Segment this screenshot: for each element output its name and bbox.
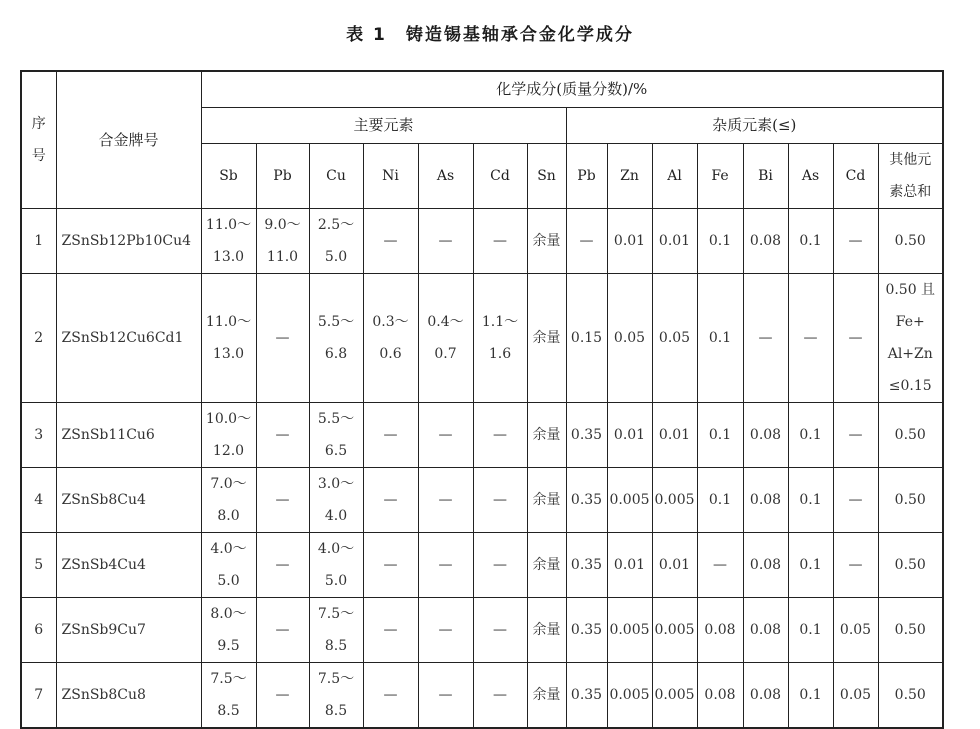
cell-cu	[309, 273, 363, 402]
cell-imp-pb: 0.15	[566, 273, 607, 402]
cell-imp-bi: —	[743, 273, 788, 402]
cell-imp-al: 0.01	[652, 532, 697, 597]
header-composition: 化学成分(质量分数)/%	[201, 71, 943, 107]
cell-cu-max: 5.0	[324, 248, 348, 265]
cell-imp-zn: 0.01	[607, 532, 652, 597]
cell-imp-al: 0.005	[652, 597, 697, 662]
cell-sn: 余量	[527, 208, 566, 273]
cell-ni	[363, 273, 418, 402]
cell-as: —	[418, 208, 473, 273]
header-grade: 合金牌号	[56, 71, 201, 208]
cell-imp-bi: 0.08	[743, 662, 788, 728]
table-row	[21, 402, 943, 467]
col-main-pb: Pb	[256, 143, 309, 208]
cell-imp-zn: 0.005	[607, 597, 652, 662]
cell-imp-fe: —	[697, 532, 743, 597]
cell-imp-other: 0.50	[878, 467, 943, 532]
cell-sb-max: 8.5	[217, 702, 240, 719]
cell-imp-pb: —	[566, 208, 607, 273]
cell-cu	[309, 467, 363, 532]
cell-cd	[473, 273, 527, 402]
cell-cu	[309, 662, 363, 728]
cell-imp-zn: 0.01	[607, 402, 652, 467]
cell-imp-pb: 0.35	[566, 402, 607, 467]
cell-imp-al: 0.005	[652, 662, 697, 728]
cell-cu-min: 7.5～	[317, 670, 355, 687]
cell-cu-min: 7.5～	[317, 605, 355, 622]
cell-sb	[201, 273, 256, 402]
cell-imp-cd: —	[833, 273, 878, 402]
cell-imp-as: 0.1	[788, 662, 833, 728]
cell-imp-zn: 0.01	[607, 208, 652, 273]
cell-pb-max: 11.0	[266, 248, 299, 265]
cell-cd-min: 1.1～	[481, 313, 519, 330]
cell-ni: —	[363, 208, 418, 273]
cell-sb	[201, 662, 256, 728]
cell-imp-fe: 0.1	[697, 467, 743, 532]
cell-imp-bi: 0.08	[743, 467, 788, 532]
cell-imp-cd: —	[833, 467, 878, 532]
cell-cd: —	[473, 467, 527, 532]
col-imp-other-line2: 素总和	[889, 183, 932, 200]
cell-grade: ZSnSb9Cu7	[56, 597, 201, 662]
cell-cu	[309, 402, 363, 467]
col-imp-bi: Bi	[743, 143, 788, 208]
cell-as: —	[418, 597, 473, 662]
cell-sb	[201, 532, 256, 597]
col-imp-cd: Cd	[833, 143, 878, 208]
cell-ni: —	[363, 467, 418, 532]
cell-ni-max: 0.6	[379, 345, 402, 362]
cell-seq: 3	[21, 402, 56, 467]
cell-as: —	[418, 467, 473, 532]
table-row	[21, 532, 943, 597]
cell-cd-max: 1.6	[488, 345, 512, 362]
cell-imp-other-line2: Fe+	[895, 313, 925, 330]
cell-pb: —	[256, 662, 309, 728]
cell-imp-zn: 0.005	[607, 662, 652, 728]
cell-sb	[201, 402, 256, 467]
header-seq-line2: 号	[31, 147, 46, 164]
cell-imp-pb: 0.35	[566, 597, 607, 662]
cell-imp-zn: 0.005	[607, 467, 652, 532]
cell-cu-max: 8.5	[324, 637, 348, 654]
cell-grade: ZSnSb12Cu6Cd1	[56, 273, 201, 402]
table-row	[21, 597, 943, 662]
cell-grade: ZSnSb8Cu8	[56, 662, 201, 728]
cell-sb-min: 4.0～	[210, 540, 247, 557]
cell-imp-al: 0.005	[652, 467, 697, 532]
cell-imp-as: 0.1	[788, 532, 833, 597]
cell-pb: —	[256, 597, 309, 662]
cell-sb-min: 7.5～	[210, 670, 247, 687]
cell-as: —	[418, 402, 473, 467]
cell-cd: —	[473, 208, 527, 273]
col-imp-zn: Zn	[607, 143, 652, 208]
cell-imp-fe: 0.08	[697, 597, 743, 662]
table-title: 表 1 铸造锡基轴承合金化学成分	[346, 25, 634, 45]
cell-cu-max: 5.0	[324, 572, 348, 589]
cell-imp-other-line3: Al+Zn	[887, 345, 933, 362]
cell-as: —	[418, 532, 473, 597]
cell-imp-cd: 0.05	[833, 662, 878, 728]
cell-pb: —	[256, 273, 309, 402]
cell-imp-fe: 0.1	[697, 402, 743, 467]
cell-imp-as: 0.1	[788, 467, 833, 532]
cell-imp-bi: 0.08	[743, 402, 788, 467]
cell-imp-other: 0.50	[878, 532, 943, 597]
col-imp-other	[878, 143, 943, 208]
cell-sn: 余量	[527, 532, 566, 597]
header-seq-line1: 序	[31, 115, 46, 132]
cell-cu-min: 5.5～	[317, 410, 355, 427]
cell-cu-min: 5.5～	[317, 313, 355, 330]
cell-seq: 5	[21, 532, 56, 597]
cell-seq: 7	[21, 662, 56, 728]
cell-sb	[201, 597, 256, 662]
cell-imp-other	[878, 273, 943, 402]
cell-sb-min: 7.0～	[210, 475, 247, 492]
cell-imp-other-line4: ≤0.15	[888, 377, 932, 394]
cell-sb-min: 10.0～	[205, 410, 252, 427]
cell-ni: —	[363, 532, 418, 597]
cell-imp-other: 0.50	[878, 597, 943, 662]
cell-imp-al: 0.01	[652, 208, 697, 273]
cell-cu	[309, 597, 363, 662]
table-row	[21, 467, 943, 532]
cell-cu-min: 3.0～	[317, 475, 355, 492]
col-imp-al: Al	[652, 143, 697, 208]
cell-cd: —	[473, 532, 527, 597]
cell-ni: —	[363, 662, 418, 728]
cell-cu-min: 4.0～	[317, 540, 355, 557]
cell-seq: 1	[21, 208, 56, 273]
cell-imp-as: —	[788, 273, 833, 402]
col-main-sn: Sn	[527, 143, 566, 208]
cell-sb-max: 5.0	[217, 572, 240, 589]
col-main-ni: Ni	[363, 143, 418, 208]
cell-imp-other: 0.50	[878, 402, 943, 467]
cell-imp-cd: —	[833, 532, 878, 597]
cell-cu-min: 2.5～	[317, 216, 355, 233]
composition-table	[20, 70, 944, 729]
cell-cu-max: 4.0	[324, 507, 348, 524]
col-imp-pb: Pb	[566, 143, 607, 208]
cell-imp-as: 0.1	[788, 402, 833, 467]
cell-imp-bi: 0.08	[743, 208, 788, 273]
cell-sn: 余量	[527, 467, 566, 532]
col-main-as: As	[418, 143, 473, 208]
cell-imp-fe: 0.1	[697, 208, 743, 273]
cell-sb-max: 8.0	[217, 507, 240, 524]
cell-cu	[309, 532, 363, 597]
cell-grade: ZSnSb4Cu4	[56, 532, 201, 597]
header-impurities: 杂质元素(≤)	[566, 107, 943, 143]
cell-sn: 余量	[527, 273, 566, 402]
cell-as-max: 0.7	[434, 345, 457, 362]
cell-imp-zn: 0.05	[607, 273, 652, 402]
cell-cu-max: 8.5	[324, 702, 348, 719]
cell-cd: —	[473, 402, 527, 467]
cell-imp-pb: 0.35	[566, 532, 607, 597]
cell-grade: ZSnSb8Cu4	[56, 467, 201, 532]
cell-cd: —	[473, 597, 527, 662]
cell-cu-max: 6.8	[324, 345, 348, 362]
cell-cu	[309, 208, 363, 273]
cell-pb-min: 9.0～	[264, 216, 301, 233]
cell-sb	[201, 208, 256, 273]
col-main-sb: Sb	[201, 143, 256, 208]
cell-imp-al: 0.01	[652, 402, 697, 467]
cell-imp-fe: 0.08	[697, 662, 743, 728]
cell-as-min: 0.4～	[427, 313, 464, 330]
cell-sn: 余量	[527, 402, 566, 467]
cell-sn: 余量	[527, 662, 566, 728]
cell-pb: —	[256, 402, 309, 467]
cell-seq: 6	[21, 597, 56, 662]
cell-imp-fe: 0.1	[697, 273, 743, 402]
cell-pb: —	[256, 532, 309, 597]
cell-imp-bi: 0.08	[743, 597, 788, 662]
cell-imp-cd: —	[833, 402, 878, 467]
cell-cu-max: 6.5	[324, 442, 348, 459]
cell-as	[418, 273, 473, 402]
cell-as: —	[418, 662, 473, 728]
header-main-elements: 主要元素	[201, 107, 566, 143]
cell-cd: —	[473, 662, 527, 728]
cell-sb-min: 11.0～	[205, 216, 252, 233]
cell-ni: —	[363, 402, 418, 467]
cell-grade: ZSnSb12Pb10Cu4	[56, 208, 201, 273]
table-row	[21, 662, 943, 728]
cell-imp-pb: 0.35	[566, 467, 607, 532]
col-imp-other-line1: 其他元	[889, 151, 932, 168]
col-imp-as: As	[788, 143, 833, 208]
col-imp-fe: Fe	[697, 143, 743, 208]
cell-imp-other: 0.50	[878, 662, 943, 728]
cell-sb-min: 8.0～	[210, 605, 247, 622]
table-row	[21, 208, 943, 273]
header-seq	[21, 71, 56, 208]
cell-sb-max: 13.0	[212, 248, 245, 265]
cell-imp-pb: 0.35	[566, 662, 607, 728]
cell-imp-cd: 0.05	[833, 597, 878, 662]
cell-ni-min: 0.3～	[372, 313, 409, 330]
table-row	[21, 273, 943, 402]
cell-imp-al: 0.05	[652, 273, 697, 402]
cell-imp-as: 0.1	[788, 597, 833, 662]
cell-ni: —	[363, 597, 418, 662]
cell-sn: 余量	[527, 597, 566, 662]
cell-pb	[256, 208, 309, 273]
cell-sb-min: 11.0～	[205, 313, 252, 330]
cell-sb-max: 13.0	[212, 345, 245, 362]
col-main-cu: Cu	[309, 143, 363, 208]
cell-sb-max: 9.5	[217, 637, 240, 654]
cell-grade: ZSnSb11Cu6	[56, 402, 201, 467]
cell-pb: —	[256, 467, 309, 532]
cell-sb-max: 12.0	[212, 442, 245, 459]
cell-imp-other: 0.50	[878, 208, 943, 273]
cell-imp-bi: 0.08	[743, 532, 788, 597]
cell-imp-as: 0.1	[788, 208, 833, 273]
cell-imp-other-line1: 0.50 且	[885, 281, 936, 298]
col-main-cd: Cd	[473, 143, 527, 208]
cell-seq: 2	[21, 273, 56, 402]
cell-imp-cd: —	[833, 208, 878, 273]
cell-sb	[201, 467, 256, 532]
cell-seq: 4	[21, 467, 56, 532]
